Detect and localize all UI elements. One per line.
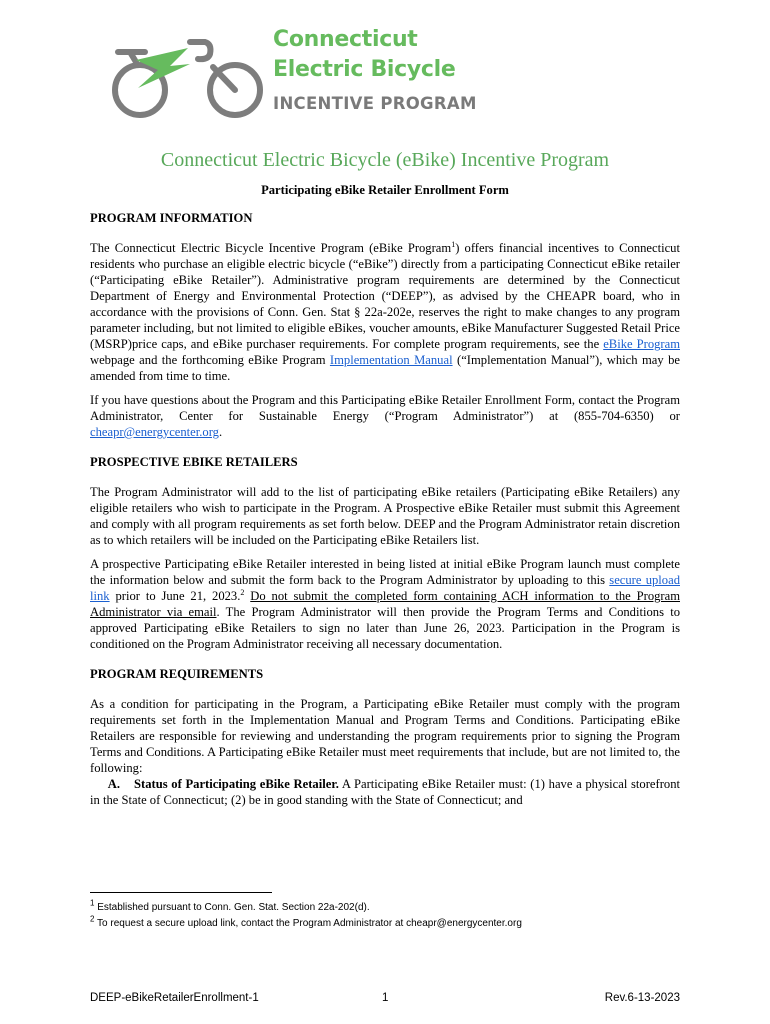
item-a-title: Status of Participating eBike Retailer.	[134, 777, 339, 791]
footnote-number: 1	[90, 898, 95, 908]
paragraph-requirements: As a condition for participating in the Program, a Participating eBike Retailer must comply with the program requirements set forth in the Implementation Manual and Program Terms and Conditions. Participating eBike Retailers are responsible for reviewing and understanding the program requirements prior to signing the Program Terms and Conditions. A Participating eBike Retailer must meet requirements that include, but are not limited to, the following:	[90, 697, 680, 775]
document-subtitle: Participating eBike Retailer Enrollment Form	[261, 183, 509, 197]
program-logo	[110, 22, 490, 122]
text: . The Program Administrator will then provide the Program Terms and Conditions to approved Participating eBike Retailers to sign no later than June 26, 2023. Participation in the Program is conditioned on the Program Administrator receiving all necessary documentation.	[90, 605, 680, 651]
ebike-logo-icon	[110, 22, 270, 122]
footer-page-number: 1	[382, 992, 389, 1004]
text: If you have questions about the Program and this Participating eBike Retailer Enrollment Form, contact the Program Administrator, Center for Sustainable Energy (“Program Administrator”) at (855-704-6350) or	[90, 393, 680, 423]
ebike-program-link[interactable]: eBike Program	[603, 337, 680, 351]
footnote-text: Established pursuant to Conn. Gen. Stat. Section 22a-202(d).	[94, 902, 370, 913]
item-a-text: A Participating eBike Retailer must: (1) have a physical storefront in the State of Connecticut; (2) be in good standing with the State of Connecticut; and	[90, 777, 680, 807]
footnote-separator	[90, 892, 272, 893]
paragraph-contact	[90, 392, 680, 440]
footnote-ref-1: 1	[451, 239, 456, 249]
logo-line-1: Connecticut	[273, 27, 418, 52]
heading-program-requirements: PROGRAM REQUIREMENTS	[90, 667, 264, 681]
footnote-1	[90, 900, 370, 916]
text: webpage and the forthcoming eBike Program	[90, 353, 330, 367]
document-body	[90, 210, 680, 816]
paragraph-retailers: The Program Administrator will add to the list of participating eBike retailers (Participating eBike Retailers) any eligible retailers who wish to participate in the Program. A Prospective eBike Retailer must submit this Agreement and comply with all program requirements as set forth below. DEEP and the Program Administrator retain discretion as to which retailers will be included on the Participating eBike Retailers list.	[90, 485, 680, 547]
footer-revision: Rev.6-13-2023	[604, 992, 680, 1004]
heading-prospective-retailers: PROSPECTIVE EBIKE RETAILERS	[90, 455, 298, 469]
text: (“Implementation Manual”), which may be amended from time to time.	[90, 353, 680, 383]
text: .	[218, 425, 223, 439]
item-a	[90, 776, 680, 808]
paragraph-program-info	[90, 240, 680, 384]
paragraph-launch	[90, 556, 680, 652]
logo-line-3: INCENTIVE PROGRAM	[273, 94, 477, 113]
email-link[interactable]: cheapr@energycenter.org	[90, 425, 219, 439]
text: The Connecticut Electric Bicycle Incentive Program (eBike Program	[90, 241, 452, 255]
document-title: Connecticut Electric Bicycle (eBike) Incentive Program	[160, 149, 610, 171]
text: A prospective Participating eBike Retailer interested in being listed at initial eBike Program launch must complete the information below and submit the form back to the Program Administrator by uploading to this	[90, 557, 680, 587]
ach-warning: Do not submit the completed form containing ACH information to the Program Administrator via email	[90, 589, 680, 619]
footer-doc-id: DEEP-eBikeRetailerEnrollment-1	[90, 992, 259, 1004]
footnote-text: To request a secure upload link, contact the Program Administrator at cheapr@energycenter.org	[94, 918, 522, 929]
secure-upload-link[interactable]: secure upload link	[90, 573, 680, 603]
heading-program-information: PROGRAM INFORMATION	[90, 211, 253, 225]
footnote-ref-2: 2	[240, 587, 245, 597]
item-a-label: A.	[107, 777, 120, 791]
text: prior to June 21, 2023.	[109, 589, 241, 603]
footnote-2	[90, 916, 522, 932]
logo-line-2: Electric Bicycle	[273, 57, 456, 82]
text: ) offers financial incentives to Connecticut residents who purchase an eligible electric bicycle (“eBike”) directly from a participating Connecticut eBike retailer (“Participating eBike Retailer”). Administrative program requirements are determined by the Connecticut Department of Energy and Environmental Protection (“DEEP”), as advised by the CHEAPR board, who in accordance with the provisions of Conn. Gen. Stat § 22a-202e, reserves the right to make changes to any program parameter including, but not limited to eligible eBikes, voucher amounts, eBike Manufacturer Suggested Retail Price (MSRP)price caps, and eBike purchaser requirements. For complete program requirements, see the	[90, 241, 680, 351]
footnote-number: 2	[90, 914, 95, 924]
implementation-manual-link[interactable]: Implementation Manual	[329, 353, 453, 367]
